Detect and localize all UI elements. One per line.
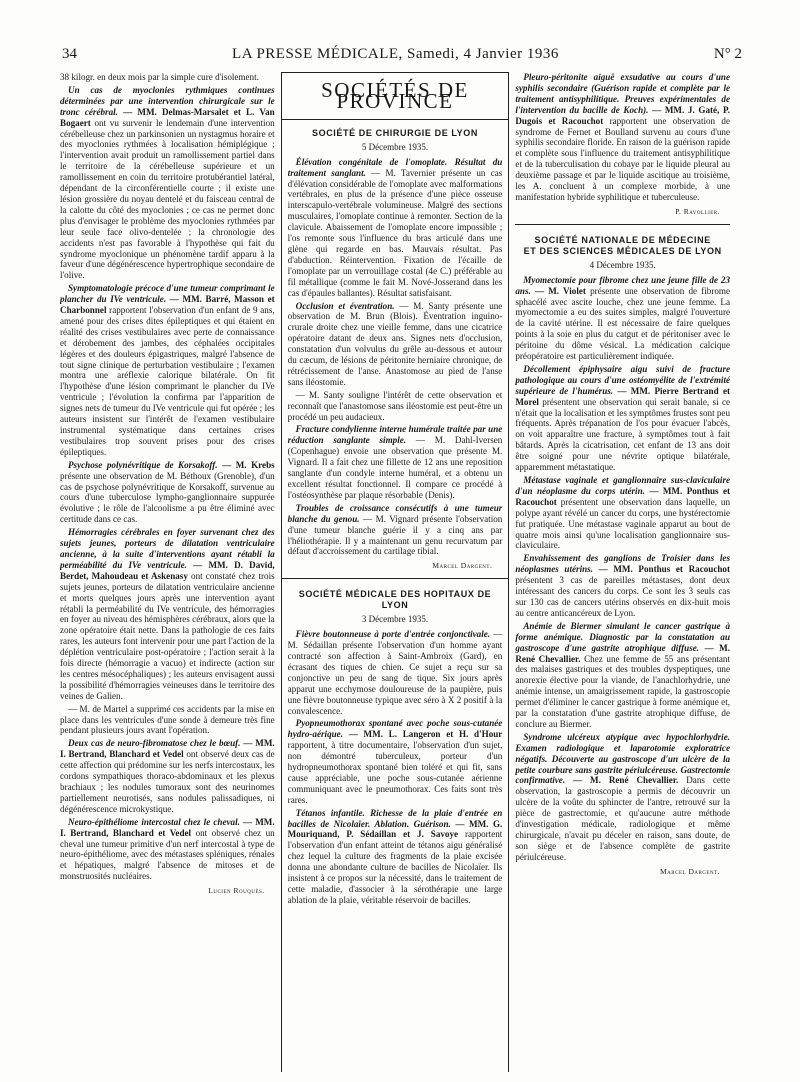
paragraph: 38 kilogr. en deux mois par la simple cure d'isolement.	[60, 72, 259, 82]
abstract-text: (Copenhague) envoie une observation que présente M. Vignard. Il a fait chez une fillette de 12 ans une reposition sanglante d'un condyle interne huméral, et a obtenu un excellent résultat fonctionnel. Il compare ce procédé à l'ostéosynthèse par plaque résorbable (Denis).	[287, 446, 503, 500]
article-columns	[60, 72, 730, 1072]
abstract-authors: — MM. J. Gaté, P. Dugois et Racouchot	[515, 104, 731, 126]
abstract-title: Symptomatologie précoce d'une tumeur comprimant le plancher du IVe ventricule.	[60, 283, 275, 305]
abstract-text: présente l'observation d'une tumeur blanche guérie il y a cinq ans par l'héliothérapie. Il y a maintenant un genu recurvatum par défaut d'accroissement du cartilage tibial.	[287, 513, 503, 557]
publication-name: LA PRESSE MÉDICALE	[232, 46, 399, 62]
abstract-text: présente une observation de fibrome sphacélé avec ascite louche, chez une jeune femme. La myomectomie a eu des suites simples, malgré l'ouverture de la cavité utérine. Il est nécessaire de faire quelques points à la soie en plus du catgut et de péritoniser avec le péritoine du dôme vésical. La médication calcique préopératoire est particulièrement indiquée.	[515, 285, 731, 362]
abstract	[288, 808, 503, 906]
abstract-text: rapportent une observation de syndrome de Fernet et Boulland survenu au cours d'une syphilis secondaire floride. En raison de la guérison rapide et complète sous l'influence du traitement antisyphilitique et de la tuberculisation du cobaye par le liquide pleural au deuxième passage et par le liquide ascitique au troisième, les A. concluent à un complexe morbide, à une manifestation hybride syphilitique et tuberculeuse.	[515, 115, 731, 202]
abstract-authors: — MM. D. David, Berdet, Mahoudeau et Askenasy	[60, 559, 275, 581]
column-middle	[281, 72, 510, 1072]
abstract	[515, 475, 730, 551]
abstract-authors: — MM. Pierre Bertrand et Morel	[515, 385, 731, 407]
session-date: 4 Décembre 1935.	[589, 259, 656, 270]
abstract-title: Psychose polynévritique de Korsakoff.	[68, 459, 218, 470]
abstract-title: Envahissement des ganglions de Troisier dans les néoplasmes utérins.	[515, 553, 731, 575]
abstract-text: présente l'observation d'un homme ayant contracté son affection à Saint-Ambroix (Gard), en écrasant des tiques de chien. Ce sujet a reçu sur sa conjonctive un peu de sang de tique. Six jours après apparut une ecchymose douloureuse de la paupière, puis une fièvre boutonneuse typique avec séro à X 2 positif à la convalescence.	[287, 640, 503, 716]
session-date: 3 Décembre 1935.	[361, 614, 429, 625]
abstract-authors: — MM. Delmas-Marsalet et L. Van Bogaert	[60, 106, 275, 128]
abstract-title: Fièvre boutonneuse à porte d'entrée conjonctivale.	[295, 629, 491, 640]
abstract	[288, 424, 503, 500]
abstract-title: Neuro-épithéliome intercostal chez le cheval.	[68, 816, 240, 827]
abstract-title: Tétanos infantile. Richesse de la plaie d'entrée en bacilles de Nicolaïer. Ablation. Guérison.	[287, 807, 503, 829]
abstract-authors: — M. René Chevallier.	[515, 642, 731, 664]
abstract	[288, 718, 503, 805]
abstract	[515, 553, 730, 618]
section-title: SOCIÉTÉS DE PROVINCE	[282, 72, 509, 120]
abstract	[60, 460, 275, 525]
abstract-text: rapportent l'observation d'un enfant de 9 ans, amené pour des crises dites épileptiques et qui étaient en réalité des crises vestibulaires avec perte de connaissance et dérobement des jambes, des céphalées occipitales légères et des douleurs épigastriques, malgré l'absence de tout signe clinique de perturbation vestibulaire ; l'examen montra une aréflexie calorique bilatérale. On fit l'hypothèse d'une lésion comprimant le plancher du IVe ventricule ; l'évolution la confirma par l'apparition de signes nets de tumeur du IVe ventricule qui fut opérée ; les auteurs insistent sur l'intérêt de l'examen vestibulaire instrumental systématique dans certaines crises vestibulaires trop souvent prises pour des crises épileptiques.	[60, 305, 275, 457]
session-date: 5 Décembre 1935.	[361, 141, 429, 152]
paragraph: — M. Santy souligne l'intérêt de cette observation et reconnaît que l'anastomose sans iléostomie est peut-être un procédé un peu audacieux.	[287, 389, 503, 422]
abstract	[288, 157, 503, 299]
abstract-authors: — M. Krebs	[222, 459, 275, 470]
abstract-authors: — M. Vignard	[363, 513, 419, 524]
author-signature: Lucien Rouquès.	[208, 886, 265, 896]
running-head	[232, 46, 559, 63]
abstract-text: Dans cette observation, la gastroscopie a permis de découvrir un ulcère de la voûte du sphincter de l'antre, retrouvé sur la pièce de gastrectomie, et qu'aucune autre méthode d'investigation médicale, radiologique et même chirurgicale, n'avait pu déceler en raison, sans doute, de son siège et de l'absence complète de gastrite périulcéreuse.	[515, 775, 731, 862]
abstract-authors: — M. Santy	[399, 300, 450, 311]
abstract-text: présente une observation de M. Brun (Blois). Éventration inguino-crurale droite chez une vieille femme, dans une cicatrice opératoire datant de deux ans. Signes nets d'occlusion, constatation d'un volvulus du grêle au-dessous et autour du cæcum, de lésions de péritonite herniaire chronique, de rétrécissement de l'anse. Anastomose au pied de l'anse sans iléostomie.	[287, 300, 503, 387]
abstract	[515, 732, 730, 863]
abstract	[60, 85, 275, 281]
abstract-title: Fracture condylienne interne humérale traitée par une réduction sanglante simple.	[287, 424, 503, 446]
abstract-authors: — M. Tavernier	[371, 167, 436, 178]
society-name: SOCIÉTÉ MÉDICALE DES HOPITAUX DE LYON	[298, 589, 492, 611]
abstract-text: ont vu survenir le lendemain d'une intervention cérébelleuse chez un parkinsonien un nystagmus horaire et des myoclonies rythmées à localisation hémiplégique ; l'intervention avait produit un ramollissement partiel dans le territoire de la cérébelleuse supérieure et un ramollissement en coin du territoire protubérantiel latéral, dépendant de la circonférentielle courte ; il existe une lésion grossière du noyau dentelé et du faisceau central de la calotte du côté des myoclonies ; ce cas ne permet donc plus d'envisager le problème des myoclonies rythmées par leur seule face olivo-dentelée ; la chronologie des accidents n'est pas favorable à l'hypothèse qui fait du syndrome myoclonique un phénomène tardif apparu à la faveur d'une dégénérescence hypertrophique secondaire de l'olive.	[60, 117, 275, 281]
abstract-authors: — M. Sédaillan	[287, 629, 503, 651]
abstract-title: Myomectomie pour fibrome chez une jeune fille de 23 ans.	[515, 274, 731, 296]
page-number: 34	[62, 46, 77, 62]
abstract	[515, 364, 730, 473]
abstract-title: Décollement épiphysaire aigu suivi de fracture pathologique au cours d'une ostéomyélite de l'extrémité supérieure de l'humérus.	[515, 363, 731, 396]
abstract-authors: — MM. Ponthus et Racouchot	[598, 564, 731, 575]
abstract-authors: — MM. G. Mouriquand, P. Sédaillan et J. Savoye	[287, 818, 503, 840]
abstract-title: Hémorragies cérébrales en foyer survenant chez des sujets jeunes, porteurs de dilatation ventriculaire ancienne, à la suite d'interventions ayant rétabli la perméabilité du IVe ventricule.	[60, 527, 275, 570]
column-right	[509, 72, 730, 1072]
abstract	[60, 817, 275, 882]
abstract-text: présente un cas d'élévation considérable de l'omoplate avec malformations vertébrales, en plus de la présence d'une pièce osseuse interscapulo-vertébrale volumineuse. Malgré des sections musculaires, l'omoplate continue à remonter. Section de la clavicule. Abaissement de l'omoplate encore impossible ; l'os remonte sous l'influence du bras articulé dans une glène qui regarde en bas. Mauvais résultat. Pas d'abduction. Réintervention. Fixation de l'écaille de l'omoplate par un verrouillage costal (4e C.) préférable au fil métallique (comme le fait M. Nové-Josserand dans les cas d'épaules ballantes). Résultat satisfaisant.	[287, 167, 503, 298]
abstract-text: rapportent l'observation d'un enfant atteint de tétanos aigu généralisé chez lequel la culture des fragments de la plaie excisée donna une abondante culture de bacilles de Nicolaïer. Ils insistent à ce propos sur la nécessité, dans le traitement de cette maladie, d'associer à la sérothérapie une large ablation de la plaie, véritable réservoir de bacilles.	[287, 829, 503, 905]
society-name: SOCIÉTÉ DE CHIRURGIE DE LYON	[312, 127, 478, 138]
abstract	[515, 72, 730, 203]
abstract-text: présente une observation de M. Béthoux (Grenoble), d'un cas de psychose polynévritique de Korsakoff, survenue au cours d'une tuberculose lympho-ganglionnaire suppurée évolutive ; le rôle de l'alcoolisme a pu être éliminé avec certitude dans ce cas.	[60, 470, 275, 525]
abstract	[60, 738, 275, 814]
abstract-authors: — MM. Barré, Masson et Charbonnel	[60, 294, 275, 316]
abstract-text: Chez une femme de 55 ans présentant des malaises gastriques et des troubles dyspeptiques, une anorexie élective pour la viande, de l'anachlorhydrie, une anémie intense, un amaigrissement rapide, la gastroscopie permet d'éliminer le cancer gastrique à forme anémique et, par la constatation d'une gastrite atrophique diffuse, de conclure au Biermer.	[515, 653, 731, 729]
author-signature: P. Ravollier.	[675, 206, 721, 216]
abstract	[60, 527, 275, 702]
abstract-text: ont observé chez un cheval une tumeur primitive d'un nerf intercostal à type de neuro-épithéliome, avec des métastases spléniques, rénales et hépatiques, malgré l'absence de mitoses et de monstruosités nucléaires.	[60, 827, 275, 882]
author-signature: Marcel Dargent.	[432, 561, 493, 571]
abstract-text: présentent 3 cas de pareilles métastases, dont deux intéressant des cancers du corps. Ce sont les 3 seuls cas sur 130 cas de cancers utérins observés en dix-huit mois au centre anticancéreux de Lyon.	[515, 575, 731, 618]
abstract-title: Pyopneumothorax spontané avec poche sous-cutanée hydro-aérique.	[287, 718, 503, 740]
abstract-title: Occlusion et éventration.	[295, 300, 395, 311]
abstract-title: Syndrome ulcéreux atypique avec hypochlorhydrie. Examen radiologique et laparotomie exploratrice négatifs. Découverte au gastroscope d'un ulcère de la petite courbure sans gastrite périulcéreuse. Gastrectomie confirmative.	[515, 731, 731, 786]
abstract-title: Élévation congénitale de l'omoplate. Résultat du traitement sanglant.	[287, 156, 503, 178]
abstract-authors: — M. René Chevallier.	[573, 775, 679, 786]
abstract-authors: — MM. L. Langeron et H. d'Hour	[348, 729, 503, 740]
column-left	[60, 72, 281, 1072]
abstract-text: rapportent, à titre documentaire, l'observation d'un sujet, non démontré tuberculeux, porteur d'un hydropneumothorax spontané bien toléré et qui fit, sans cause appréciable, une poche sous-cutanée aérienne communiquant avec le pneumothorax. Ces faits sont très rares.	[287, 740, 503, 805]
abstract	[288, 503, 503, 558]
abstract-authors: — M. Violet	[534, 285, 586, 296]
abstract	[288, 629, 503, 716]
issue-number: N° 2	[713, 46, 742, 62]
society-name: SOCIÉTÉ NATIONALE DE MÉDECINE ET DES SCIENCES MÉDICALES DE LYON	[523, 234, 722, 256]
abstract	[60, 283, 275, 458]
abstract-text: ont observé deux cas de cette affection qui prédomine sur les nerfs intercostaux, les cordons sympathiques thoraco-abdominaux et les plexus brachiaux ; les nodules tumoraux sont des neurinomes partiellement neurotisés, sans nodules palissadiques, ni dégénérescence microkystique.	[60, 749, 275, 814]
abstract-authors: — MM. I. Bertrand, Blanchard et Vedel	[60, 738, 275, 760]
paragraph: — M. de Martel a supprimé ces accidents par la mise en place dans les ventricules d'une sonde à demeure très fine pendant plusieurs jours avant l'opération.	[60, 703, 275, 736]
abstract-authors: — MM. Ponthus et Racouchot	[515, 485, 731, 507]
abstract	[288, 301, 503, 388]
abstract-title: Un cas de myoclonies rythmiques continues déterminées par une intervention chirurgicale sur le tronc cérébral.	[60, 84, 275, 117]
abstract-title: Deux cas de neuro-fibromatose chez le bœuf.	[68, 738, 241, 749]
abstract-text: présentent une observation qui serait banale, si ce n'était que la localisation et les symptômes frustes sont peu fréquents. Après trépanation de l'os pour évacuer l'abcès, on voit apparaître une fracture, à symptômes tout à fait bâtards. Après la cicatrisation, cet enfant de 13 ans doit être soigné pour une névrite optique bilatérale, apparemment métastatique.	[515, 396, 731, 473]
author-signature: Marcel Dargent.	[660, 866, 721, 876]
abstract-text: ont constaté chez trois sujets jeunes, porteurs de dilatation ventriculaire ancienne et morts quelques jours après une intervention ayant rétabli la perméabilité du IVe ventricule, des hémorragies en foyer au niveau des hémisphères cérébraux, alors que la zone opératoire était nette. Dans la pathologie de ces faits rares, les auteurs font intervenir pour une part l'action de la déplétion ventriculaire post-opératoire ; l'action serait à la fois directe (hémorragie a vacuo) et indirecte (action sur les centres mésocéphaliques) ; les auteurs envisagent aussi la possibilité d'hémorragies veineuses dans le territoire des veines de Galien.	[60, 570, 275, 701]
abstract-authors: — MM. I. Bertrand, Blanchard et Vedel	[60, 816, 275, 838]
section-divider	[515, 224, 730, 225]
page-header	[62, 46, 742, 66]
abstract-title: Métastase vaginale et ganglionnaire sus-claviculaire d'un néoplasme du corps utérin.	[515, 475, 731, 496]
abstract	[515, 621, 730, 730]
section-divider	[282, 578, 509, 579]
abstract-authors: — M. Dahl-Iversen	[415, 435, 503, 446]
abstract	[515, 275, 730, 362]
abstract-title: Troubles de croissance consécutifs à une tumeur blanche du genou.	[287, 502, 503, 524]
issue-date: , Samedi, 4 Janvier 1936	[398, 46, 559, 62]
abstract-title: Pleuro-péritonite aiguë exsudative au cours d'une syphilis secondaire (Guérison rapide et complète par le traitement antisyphilitique. Preuves expérimentales de l'intervention du bacille de Koch).	[515, 72, 731, 115]
abstract-title: Anémie de Biermer simulant le cancer gastrique à forme anémique. Diagnostic par la constatation au gastroscope d'une gastrite atrophique diffuse.	[515, 620, 731, 653]
abstract-text: présentent une observation dans laquelle, un polype ayant révélé un cancer du corps, une hystérectomie fut pratiquée. Une métastase vaginale apparut au bout de quatre mois ainsi qu'une localisation ganglionnaire sus-claviculaire.	[515, 496, 731, 551]
